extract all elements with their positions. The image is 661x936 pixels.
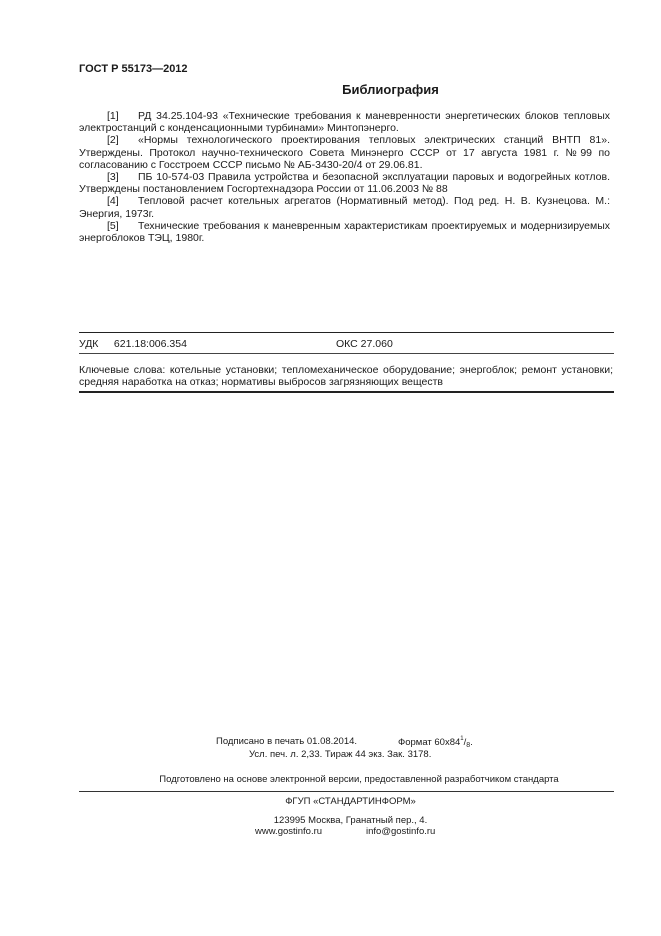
bibliography-entry — [79, 171, 610, 195]
format-numerator: 1 — [460, 736, 464, 742]
prepared-note: Подготовлено на основе электронной версии, предоставленной разработчиком стандарта — [159, 774, 559, 785]
divider-top — [79, 332, 614, 333]
bibliography-entry — [79, 195, 610, 219]
entry-text: РД 34.25.104-93 «Технические требования к маневренности энергетических блоков тепловых электростанций с конденсационными турбинами» Минтопэнерго. — [79, 110, 610, 135]
print-info: Усл. печ. л. 2,33. Тираж 44 экз. Зак. 3178. — [249, 749, 432, 760]
entry-text: ПБ 10-574-03 Правила устройства и безопасной эксплуатации паровых и водогрейных котлов. Утверждены постановлением Госгортехнадзора России от 11.06.2003 № 88 — [79, 171, 610, 196]
entry-text: Тепловой расчет котельных агрегатов (Нормативный метод). Под ред. Н. В. Кузнецова. М.: Энергия, 1973г. — [79, 195, 610, 220]
signed-date: Подписано в печать 01.08.2014. — [216, 736, 358, 747]
page-title: Библиография — [342, 82, 439, 97]
udk-value: 621.18:006.354 — [113, 338, 187, 350]
website-link[interactable]: www.gostinfo.ru — [255, 826, 323, 837]
format-denominator: 8 — [466, 742, 471, 749]
udk-label: УДК — [79, 338, 99, 350]
bibliography-entry — [79, 134, 610, 171]
divider-footer — [79, 791, 614, 792]
keywords: Ключевые слова: котельные установки; тепломеханическое оборудование; энергоблок; ремонт установки; средняя наработка на отказ; нормативы выбросов загрязняющих веществ — [79, 364, 613, 389]
bibliography-list — [79, 110, 610, 244]
bibliography-entry — [79, 220, 610, 244]
standard-header: ГОСТ Р 55173—2012 — [79, 63, 188, 75]
paper-format: Формат $60x84^1/_8$. — [398, 736, 473, 749]
publisher-name: ФГУП «СТАНДАРТИНФОРМ» — [285, 796, 416, 807]
entry-number: [1] — [107, 110, 119, 122]
publisher-address: 123995 Москва, Гранатный пер., 4. — [273, 815, 428, 826]
entry-number: [5] — [107, 219, 119, 232]
divider-bottom — [79, 391, 614, 393]
entry-number: [4] — [107, 195, 119, 208]
okc-code: ОКС 27.060 — [336, 338, 393, 350]
format-suffix: . — [470, 737, 473, 748]
entry-text: «Нормы технологического проектирования тепловых электрических станций ВНТП 81». Утверждены. Протокол научно-технического Совета Минэнерго СССР от 17 августа 1981 г. №99 по согласованию с Госстроем СССР письмо № АБ-3430-20/4 от 29.06.81. — [79, 134, 610, 171]
udk-code — [79, 338, 187, 350]
divider-middle — [79, 353, 614, 354]
format-prefix: Формат 60x84 — [398, 737, 461, 748]
entry-number: [2] — [107, 134, 119, 147]
bibliography-entry — [79, 110, 610, 134]
email-link[interactable]: info@gostinfo.ru — [366, 826, 436, 837]
entry-number: [3] — [107, 171, 119, 184]
entry-text: Технические требования к маневренным характеристикам проектируемых и модернизируемых энергоблоков ТЭЦ, 1980г. — [79, 219, 610, 245]
